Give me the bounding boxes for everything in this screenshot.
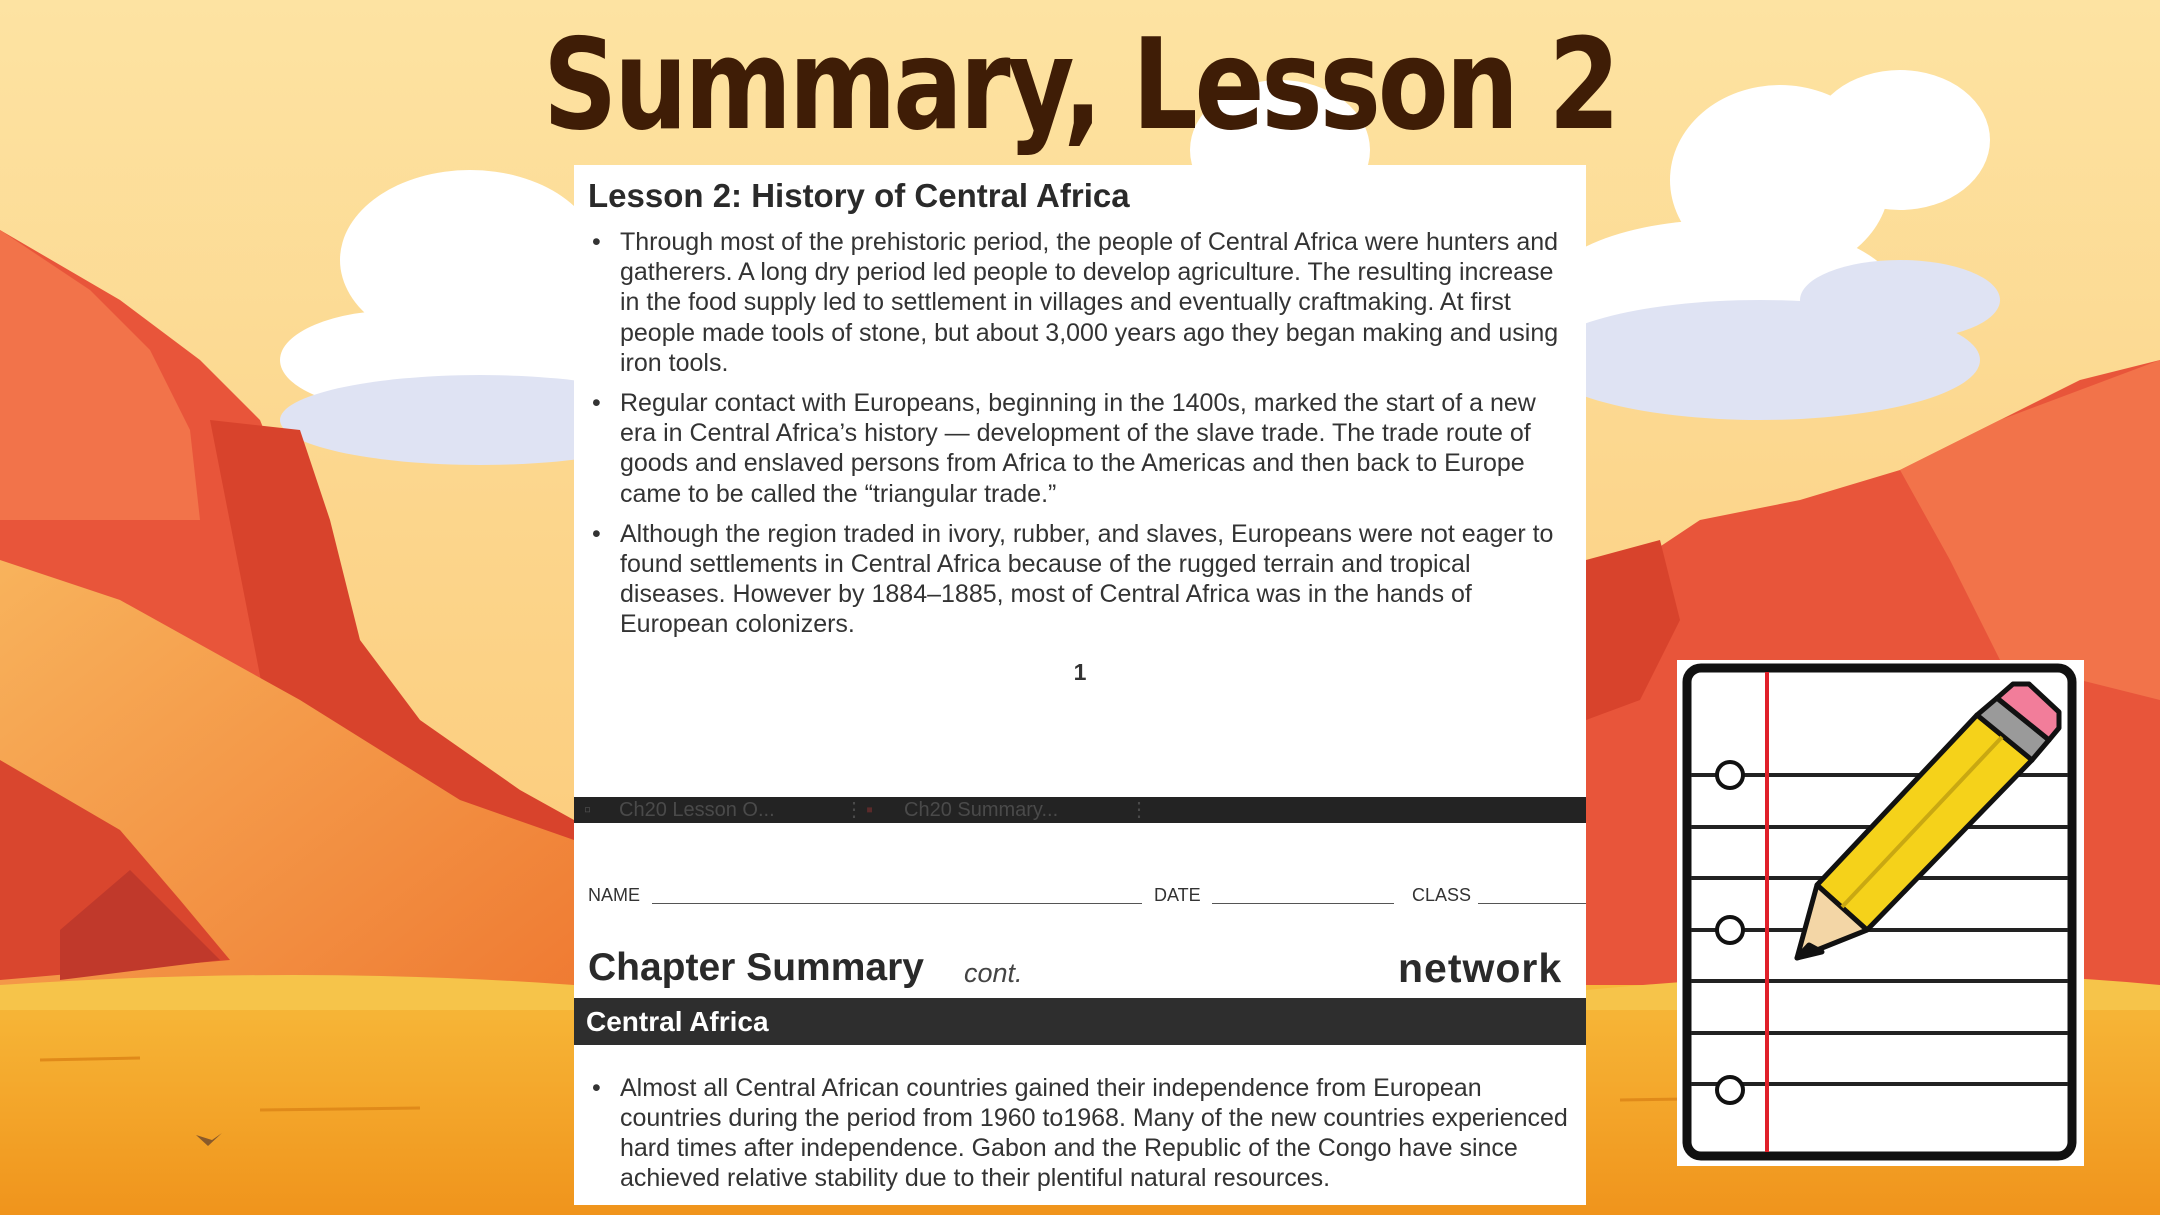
tab-icon: ▫ [584, 799, 592, 821]
chapter-bullet-list [588, 1073, 1578, 1193]
name-label: NAME [588, 885, 641, 905]
page-number: 1 [1073, 659, 1087, 685]
document-page-bottom [574, 823, 1586, 1205]
tab-icon: ▪ [866, 799, 874, 821]
more-options-icon[interactable]: ⋮ [844, 799, 864, 821]
list-item: • Through most of the prehistoric period, the people of Central Africa were hunters and gatherers. A long dry period led people to develop agriculture. The resulting increase in the food supply led to settlement in villages and eventually craftmaking. At first people made tools of stone, but about 3,000 years ago they began making and using iron tools. [588, 227, 1578, 378]
list-item: • Almost all Central African countries gained their independence from European countries during the period from 1960 to1968. Many of the new countries experienced hard times after independence. Gabon and the Republic of the Congo have since achieved relative stability due to their plentiful natural resources. [588, 1073, 1578, 1193]
lesson-heading: Lesson 2: History of Central Africa [588, 177, 1130, 214]
chapter-summary-cont: cont. [964, 958, 1023, 988]
tab-summary[interactable]: Ch20 Summary... [904, 799, 1059, 821]
notebook-pencil-icon [1677, 660, 2084, 1166]
list-item: • Although the region traded in ivory, rubber, and slaves, Europeans were not eager to found settlements in Central Africa because of the rugged terrain and tropical diseases. However by 1884–1885, most of Central Africa was in the hands of European colonizers. [588, 519, 1578, 640]
slide-title: Summary, Lesson 2 [542, 11, 1618, 158]
document-page-top [574, 165, 1586, 797]
chapter-summary-title: Chapter Summary [588, 946, 924, 989]
region-title: Central Africa [586, 1006, 769, 1037]
lesson-bullet-list [588, 227, 1578, 650]
class-label: CLASS [1412, 885, 1472, 905]
document-tab-bar [574, 797, 1586, 823]
more-options-icon[interactable]: ⋮ [1129, 799, 1149, 821]
list-item: • Regular contact with Europeans, beginning in the 1400s, marked the start of a new era in Central Africa’s history — development of the slave trade. The trade route of goods and enslaved persons from Africa to the Americas and then back to Europe came to be called the “triangular trade.” [588, 388, 1578, 509]
region-banner [574, 998, 1586, 1045]
tab-lesson-outline[interactable]: Ch20 Lesson O... [619, 799, 775, 821]
class-line [1478, 903, 1586, 904]
date-label: DATE [1154, 885, 1201, 905]
date-line [1212, 903, 1394, 904]
brand-logo: network [1398, 945, 1563, 991]
name-line [652, 903, 1142, 904]
